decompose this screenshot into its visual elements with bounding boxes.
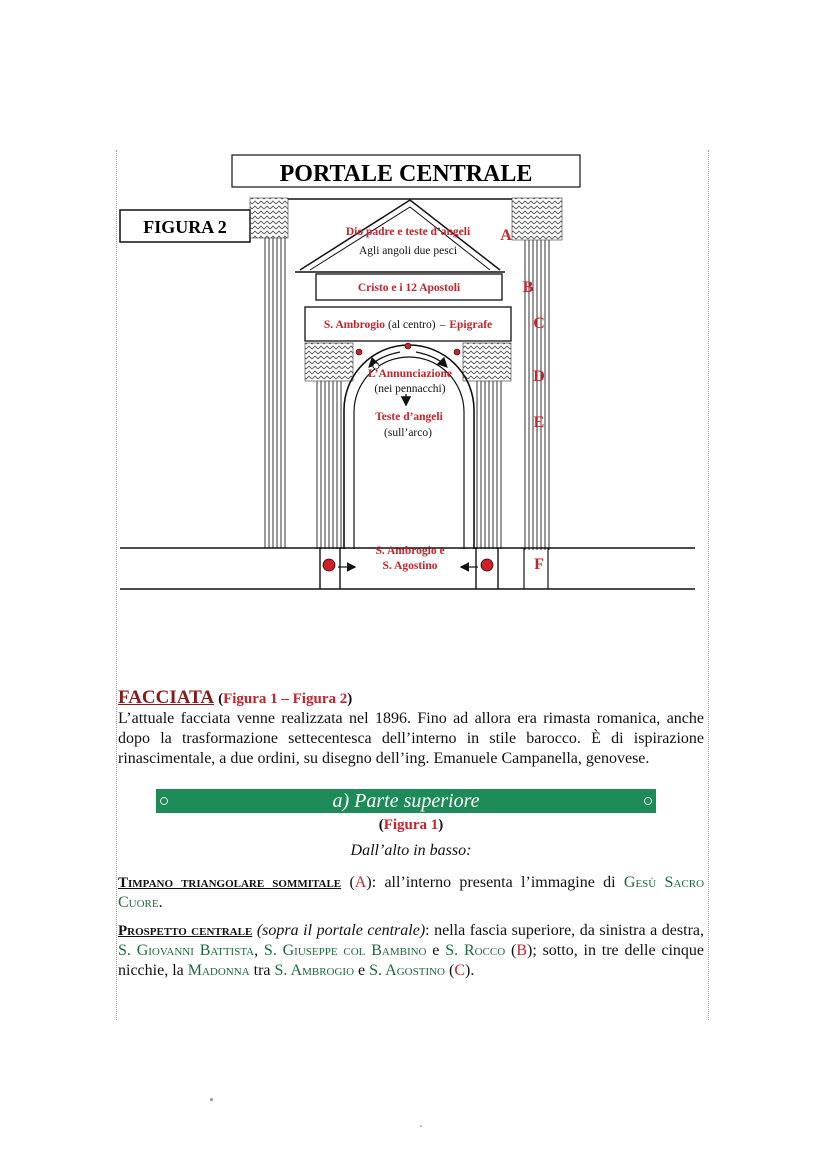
base-label-2: S. Agostino <box>382 560 438 572</box>
inner-left-capital <box>305 343 353 381</box>
letter-b: B <box>522 279 534 296</box>
figure-label: FIGURA 2 <box>143 217 227 237</box>
letter-a: A <box>500 227 512 244</box>
intro-paragraph: L’attuale facciata venne realizzata nel 1896. Fino ad allora era rimasta romanica, anche dopo la trasformazione settecentesca dell’interno in stile barocco. È di ispirazione rinascimentale, a due ordini, su disegno dell’ing. Emanuele Campanella, genovese. <box>118 710 704 767</box>
inner-left-shaft <box>316 381 344 549</box>
outer-left-shaft <box>262 238 288 548</box>
band-c-label: S. Ambrogio (al centro) – Epigrafe <box>323 319 493 331</box>
tympanum-label: Dio padre e teste d’angeli <box>345 226 471 238</box>
annunciation-label: L’Annunciazione <box>368 368 452 380</box>
arch-dot <box>405 343 411 349</box>
annunciation-note: (nei pennacchi) <box>374 383 446 395</box>
scan-speck <box>210 1098 213 1101</box>
banner-parte-superiore <box>156 789 656 813</box>
tympanum-note: Agli angoli due pesci <box>358 245 458 257</box>
outer-right-capital <box>512 198 562 240</box>
diagram-title: PORTALE CENTRALE <box>279 161 533 187</box>
inner-right-capital <box>463 343 511 381</box>
base-label-1: S. Ambrogio e <box>375 545 445 557</box>
band-b-label: Cristo e i 12 Apostoli <box>357 282 461 294</box>
angels-label: Teste d’angeli <box>375 411 443 423</box>
item-timpano: Timpano triangolare sommitale (A): all’interno presenta l’immagine di Gesù Sacro Cuore. <box>118 874 705 911</box>
angels-note: (sull’arco) <box>384 427 432 439</box>
order-note: Dall’alto in basso: <box>350 842 472 859</box>
section-title: FACCIATA <box>118 687 215 708</box>
letter-e: E <box>533 414 545 431</box>
text-block <box>118 688 704 981</box>
scan-speck <box>420 1125 422 1127</box>
letter-c: C <box>533 315 545 332</box>
inner-right-shaft <box>474 381 502 549</box>
banner-label: a) Parte superiore <box>332 790 480 812</box>
item-prospetto: Prospetto centrale (sopra il portale centrale): nella fascia superiore, da sinistra a destra, S. Giovanni Battista, S. Giuseppe col Bambino e S. Rocco (B); sotto, in tre delle cinque nicchie, la Madonna tra S. Ambrogio e S. Agostino (C). <box>118 922 705 979</box>
letter-f: F <box>534 556 544 573</box>
letter-d: D <box>533 368 545 385</box>
section-heading <box>118 688 704 709</box>
statue-right <box>481 559 493 571</box>
outer-left-capital <box>250 198 288 238</box>
arch-dot <box>454 349 460 355</box>
statue-left <box>323 559 335 571</box>
sub-figure-ref: (Figura 1) <box>378 817 444 833</box>
section-refs: (Figura 1 – Figura 2) <box>218 691 353 707</box>
arch-dot <box>356 349 362 355</box>
